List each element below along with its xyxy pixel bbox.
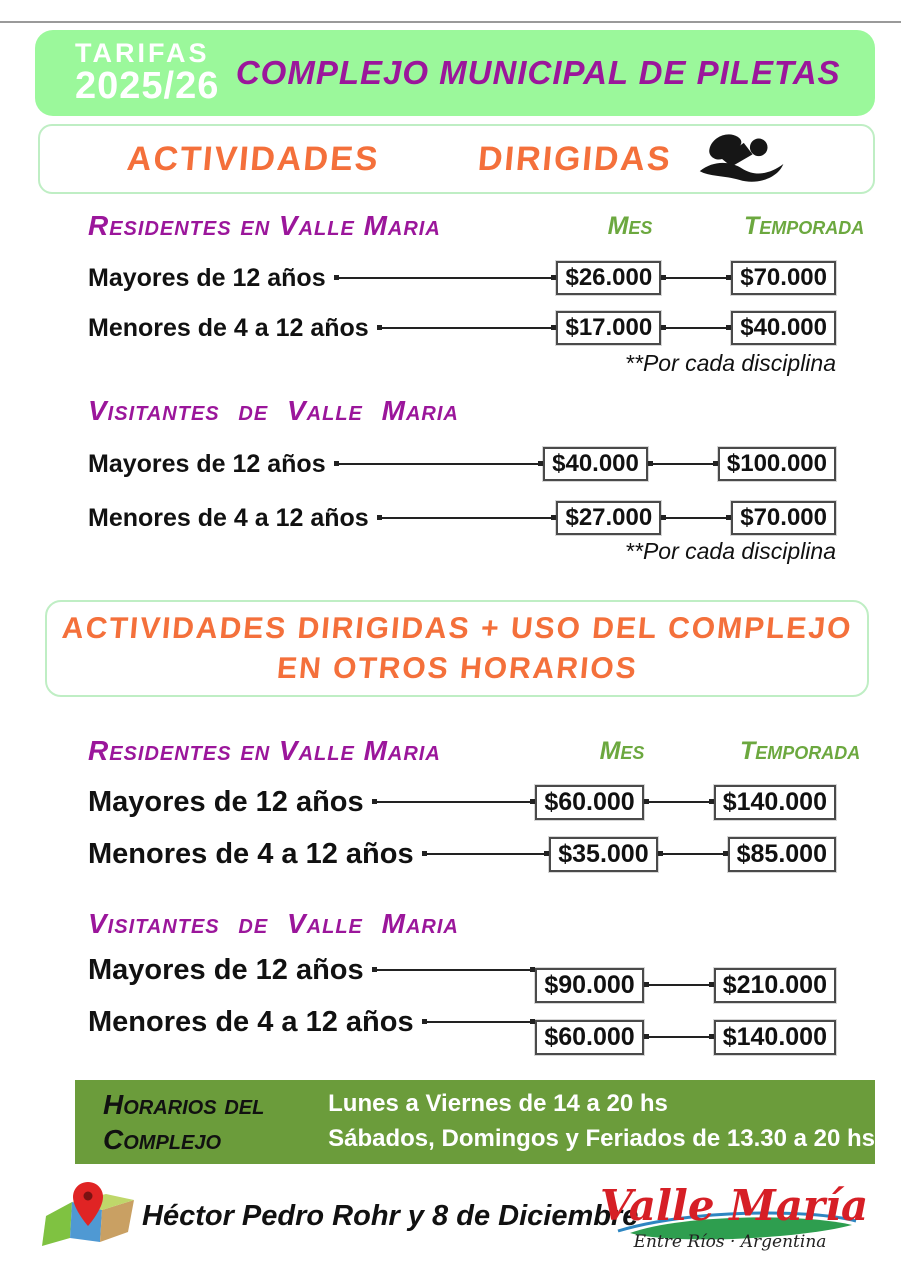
activities-word-1: ACTIVIDADES xyxy=(125,139,382,178)
price-label: Menores de 4 a 12 años xyxy=(88,1005,414,1038)
column-header-season: Temporada xyxy=(740,736,861,765)
season-label: 2025/26 xyxy=(75,65,220,108)
tariffs-label: TARIFAS xyxy=(75,37,210,68)
price-box-season: $70.000 xyxy=(731,261,836,295)
residents-heading: Residentes en Valle Maria xyxy=(88,735,441,766)
header-banner xyxy=(35,30,875,116)
price-label: Menores de 4 a 12 años xyxy=(88,313,369,342)
address-text: Héctor Pedro Rohr y 8 de Diciembre xyxy=(142,1200,639,1232)
price-label: Mayores de 12 años xyxy=(88,263,326,292)
price-box-season: $70.000 xyxy=(731,501,836,535)
price-row xyxy=(88,952,836,999)
tariffs-badge xyxy=(75,37,220,108)
hours-text xyxy=(328,1087,875,1157)
price-row xyxy=(88,260,836,296)
combo-title-box xyxy=(45,600,869,697)
combo-title-line1: ACTIVIDADES DIRIGIDAS + USO DEL COMPLEJO xyxy=(60,611,854,645)
combo-title-line2: EN OTROS HORARIOS xyxy=(275,651,639,685)
price-box-season: $100.000 xyxy=(718,447,836,481)
hours-title-line2: Complejo xyxy=(103,1124,222,1155)
leader-line xyxy=(377,327,557,329)
table2-visitors-header xyxy=(88,905,836,943)
price-box-month: $90.000 xyxy=(535,968,643,1003)
visitors-heading: Visitantes de Valle Maria xyxy=(88,395,459,426)
page-title: COMPLEJO MUNICIPAL DE PILETAS xyxy=(235,54,841,91)
per-discipline-note: **Por cada disciplina xyxy=(625,538,836,564)
hours-title xyxy=(103,1087,328,1157)
price-row xyxy=(88,1004,836,1051)
hours-weekdays: Lunes a Viernes de 14 a 20 hs xyxy=(328,1090,668,1118)
price-row xyxy=(88,446,836,482)
price-box-month: $35.000 xyxy=(549,837,657,872)
connector-line xyxy=(661,327,731,329)
connector-line xyxy=(661,277,731,279)
price-box-season: $210.000 xyxy=(714,968,836,1003)
logo-subtitle: Entre Ríos · Argentina xyxy=(633,1232,827,1253)
table1-residents-header xyxy=(88,207,865,245)
leader-line xyxy=(334,277,557,279)
per-discipline-note: **Por cada disciplina xyxy=(625,350,836,376)
price-box-month: $60.000 xyxy=(535,1020,643,1055)
hours-title-line1: Horarios del xyxy=(103,1089,265,1120)
price-label: Menores de 4 a 12 años xyxy=(88,837,414,870)
leader-line xyxy=(422,853,550,855)
price-box-season: $40.000 xyxy=(731,311,836,345)
table2-residents-header xyxy=(88,732,861,770)
valle-maria-logo xyxy=(600,1181,869,1253)
price-row xyxy=(88,784,836,820)
price-row xyxy=(88,310,836,346)
connector-line xyxy=(644,801,714,803)
connector-line xyxy=(644,1036,714,1038)
price-row xyxy=(88,836,836,872)
hours-bar xyxy=(75,1080,875,1164)
price-box-season: $85.000 xyxy=(728,837,836,872)
leader-line xyxy=(372,969,536,971)
activities-word-2: DIRIGIDAS xyxy=(476,139,674,178)
price-label: Mayores de 12 años xyxy=(88,449,326,478)
price-box-month: $17.000 xyxy=(556,311,661,345)
logo-wordmark: Valle María xyxy=(600,1181,869,1230)
column-header-season: Temporada xyxy=(744,211,865,240)
price-label: Mayores de 12 años xyxy=(88,953,364,986)
price-label: Mayores de 12 años xyxy=(88,785,364,818)
price-box-month: $60.000 xyxy=(535,785,643,820)
price-row xyxy=(88,500,836,536)
visitors-heading: Visitantes de Valle Maria xyxy=(88,908,459,939)
connector-line xyxy=(648,463,718,465)
connector-line xyxy=(644,984,714,986)
connector-line xyxy=(661,517,731,519)
activities-title-box xyxy=(38,124,875,194)
leader-line xyxy=(334,463,544,465)
residents-heading: Residentes en Valle Maria xyxy=(88,210,441,241)
column-header-month: Mes xyxy=(607,211,653,240)
price-box-season: $140.000 xyxy=(714,785,836,820)
map-pin-icon xyxy=(42,1180,138,1252)
price-label: Menores de 4 a 12 años xyxy=(88,503,369,532)
price-box-month: $40.000 xyxy=(543,447,648,481)
leader-line xyxy=(377,517,557,519)
connector-line xyxy=(658,853,728,855)
leader-line xyxy=(372,801,536,803)
leader-line xyxy=(422,1021,536,1023)
price-box-month: $26.000 xyxy=(556,261,661,295)
column-header-month: Mes xyxy=(599,736,645,765)
swimmer-icon xyxy=(698,129,786,190)
price-box-season: $140.000 xyxy=(714,1020,836,1055)
table1-visitors-header xyxy=(88,392,836,430)
price-box-month: $27.000 xyxy=(556,501,661,535)
page-top-divider xyxy=(0,21,901,23)
hours-weekends: Sábados, Domingos y Feriados de 13.30 a 20 hs xyxy=(328,1125,875,1152)
